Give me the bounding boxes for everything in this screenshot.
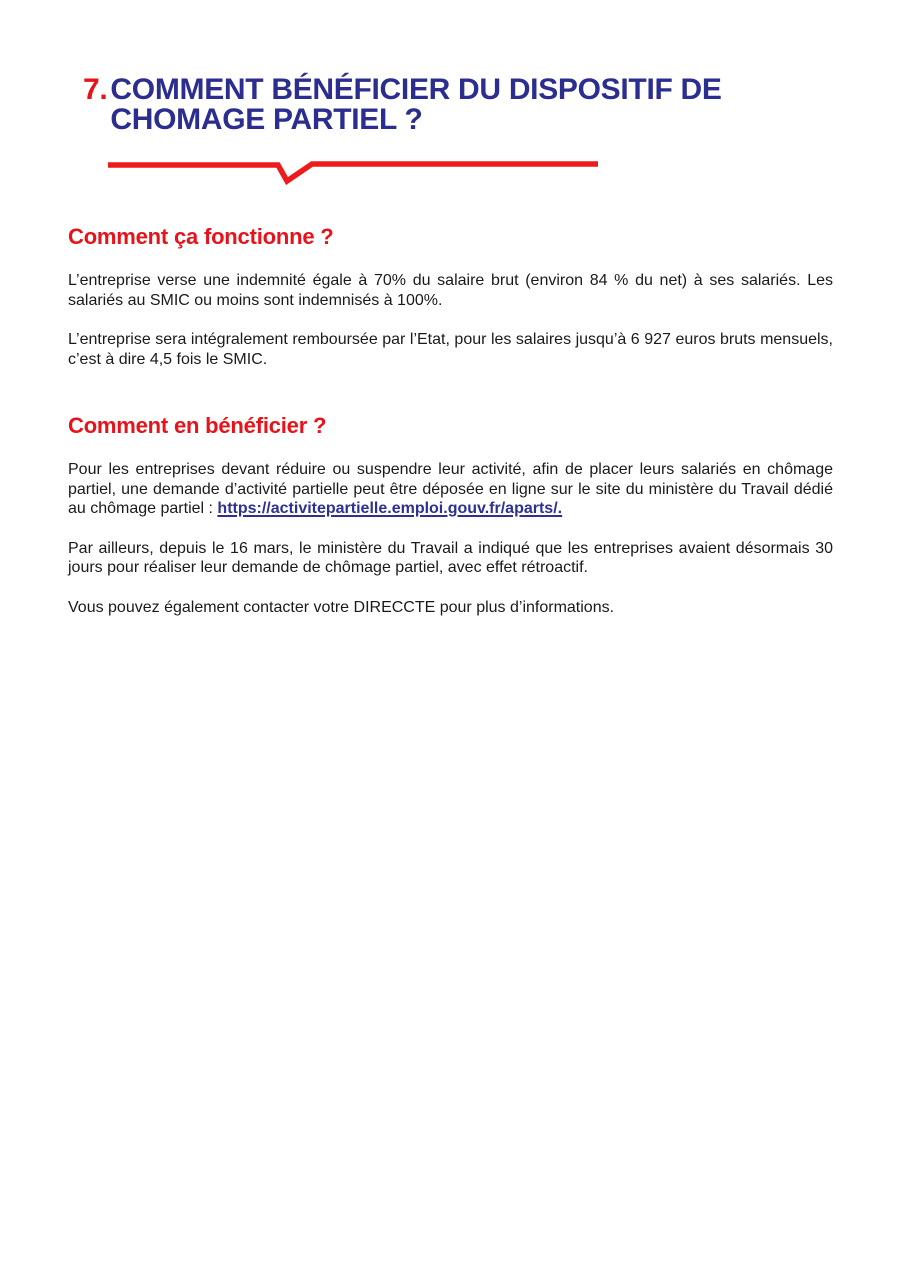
title-text — [110, 75, 721, 135]
section-heading-how-it-works: Comment ça fonctionne ? — [68, 224, 334, 249]
red-underline-swoosh-decoration — [106, 159, 600, 186]
page-content — [0, 0, 906, 617]
activite-partielle-link[interactable]: https://activitepartielle.emploi.gouv.fr/aparts/. — [217, 500, 563, 517]
title-number: 7. — [83, 73, 108, 106]
paragraph-reimbursement: L’entreprise sera intégralement remboursée par l’Etat, pour les salaires jusqu’à 6 927 euros bruts mensuels, c’est à dire 4,5 fois le SMIC. — [68, 331, 833, 368]
title-line-2: CHOMAGE PARTIEL ? — [110, 103, 423, 136]
paragraph-direccte: Vous pouvez également contacter votre DIRECCTE pour plus d’informations. — [68, 598, 615, 616]
paragraph-online-request — [68, 460, 833, 519]
section-how-it-works — [68, 224, 833, 369]
paragraph-indemnity: L’entreprise verse une indemnité égale à 70% du salaire brut (environ 84 % du net) à ses salariés. Les salariés au SMIC ou moins sont indemnisés à 100%. — [68, 272, 833, 309]
paragraph-30-days: Par ailleurs, depuis le 16 mars, le ministère du Travail a indiqué que les entreprises avaient désormais 30 jours pour réaliser leur demande de chômage partiel, avec effet rétroactif. — [68, 539, 833, 576]
page-title — [83, 75, 833, 135]
paragraph-online-request-text: Pour les entreprises devant réduire ou suspendre leur activité, afin de placer leurs salariés en chômage partiel, une demande d’activité partielle peut être déposée en ligne sur le site du ministère du Travail dédié au chômage partiel : — [68, 461, 833, 517]
section-heading-how-to-benefit: Comment en bénéficier ? — [68, 413, 327, 438]
title-line-1: COMMENT BÉNÉFICIER DU DISPOSITIF DE — [110, 73, 722, 106]
section-how-to-benefit — [68, 413, 833, 617]
